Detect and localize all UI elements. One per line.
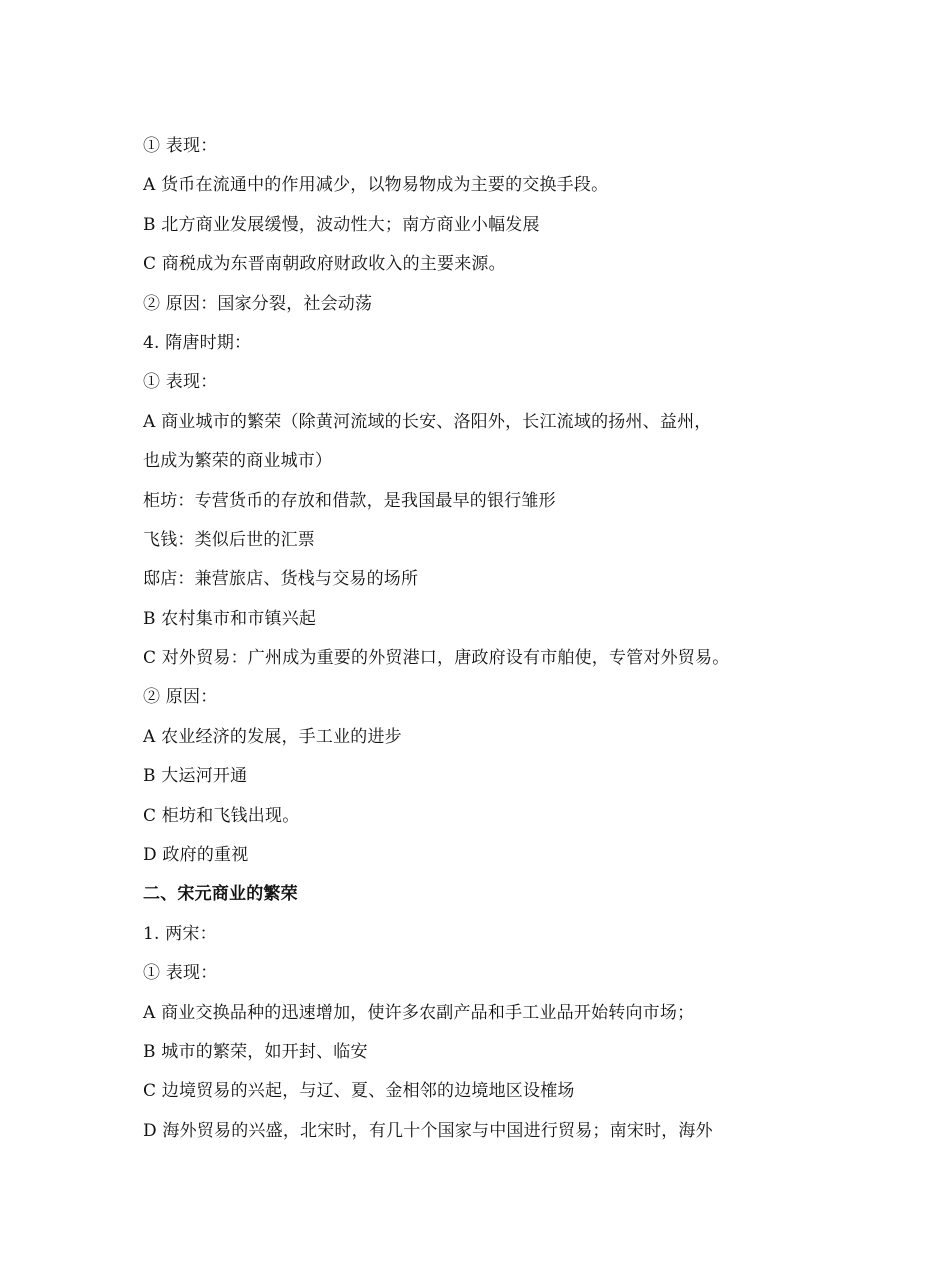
- text-line: A 农业经济的发展，手工业的进步: [143, 726, 402, 747]
- text-line: ② 原因：国家分裂，社会动荡: [143, 293, 373, 314]
- text-line: ② 原因：: [143, 687, 218, 708]
- text-line: D 海外贸易的兴盛，北宋时，有几十个国家与中国进行贸易；南宋时，海外: [143, 1120, 713, 1141]
- text-line: B 农村集市和市镇兴起: [143, 608, 317, 629]
- document-body: [143, 131, 843, 1155]
- text-line: C 边境贸易的兴起，与辽、夏、金相邻的边境地区设榷场: [143, 1081, 575, 1102]
- text-line: 也成为繁荣的商业城市）: [143, 451, 333, 472]
- text-line: A 商业交换品种的迅速增加，使许多农副产品和手工业品开始转向市场；: [143, 1002, 695, 1023]
- text-line: A 商业城市的繁荣（除黄河流域的长安、洛阳外，长江流域的扬州、益州，: [143, 411, 712, 432]
- section-heading: 二、宋元商业的繁荣: [143, 884, 298, 905]
- text-line: ① 表现：: [143, 136, 218, 156]
- text-line: ① 表现：: [143, 372, 218, 393]
- text-line: ① 表现：: [143, 963, 218, 984]
- text-line: 4. 隋唐时期：: [143, 332, 252, 353]
- text-line: B 城市的繁荣，如开封、临安: [143, 1041, 368, 1062]
- text-line: A 货币在流通中的作用减少，以物易物成为主要的交换手段。: [143, 175, 609, 196]
- text-line: 飞钱：类似后世的汇票: [143, 529, 315, 550]
- text-line: B 大运河开通: [143, 766, 248, 787]
- text-line: C 商税成为东晋南朝政府财政收入的主要来源。: [143, 254, 506, 275]
- text-line: 1. 两宋：: [143, 923, 217, 944]
- text-line: B 北方商业发展缓慢，波动性大；南方商业小幅发展: [143, 214, 540, 235]
- text-line: C 对外贸易：广州成为重要的外贸港口，唐政府设有市舶使，专管对外贸易。: [143, 648, 730, 669]
- text-line: 邸店：兼营旅店、货栈与交易的场所: [143, 569, 419, 590]
- text-line: 柜坊：专营货币的存放和借款，是我国最早的银行雏形: [143, 490, 556, 511]
- text-line: C 柜坊和飞钱出现。: [143, 805, 300, 826]
- text-line: D 政府的重视: [143, 845, 249, 866]
